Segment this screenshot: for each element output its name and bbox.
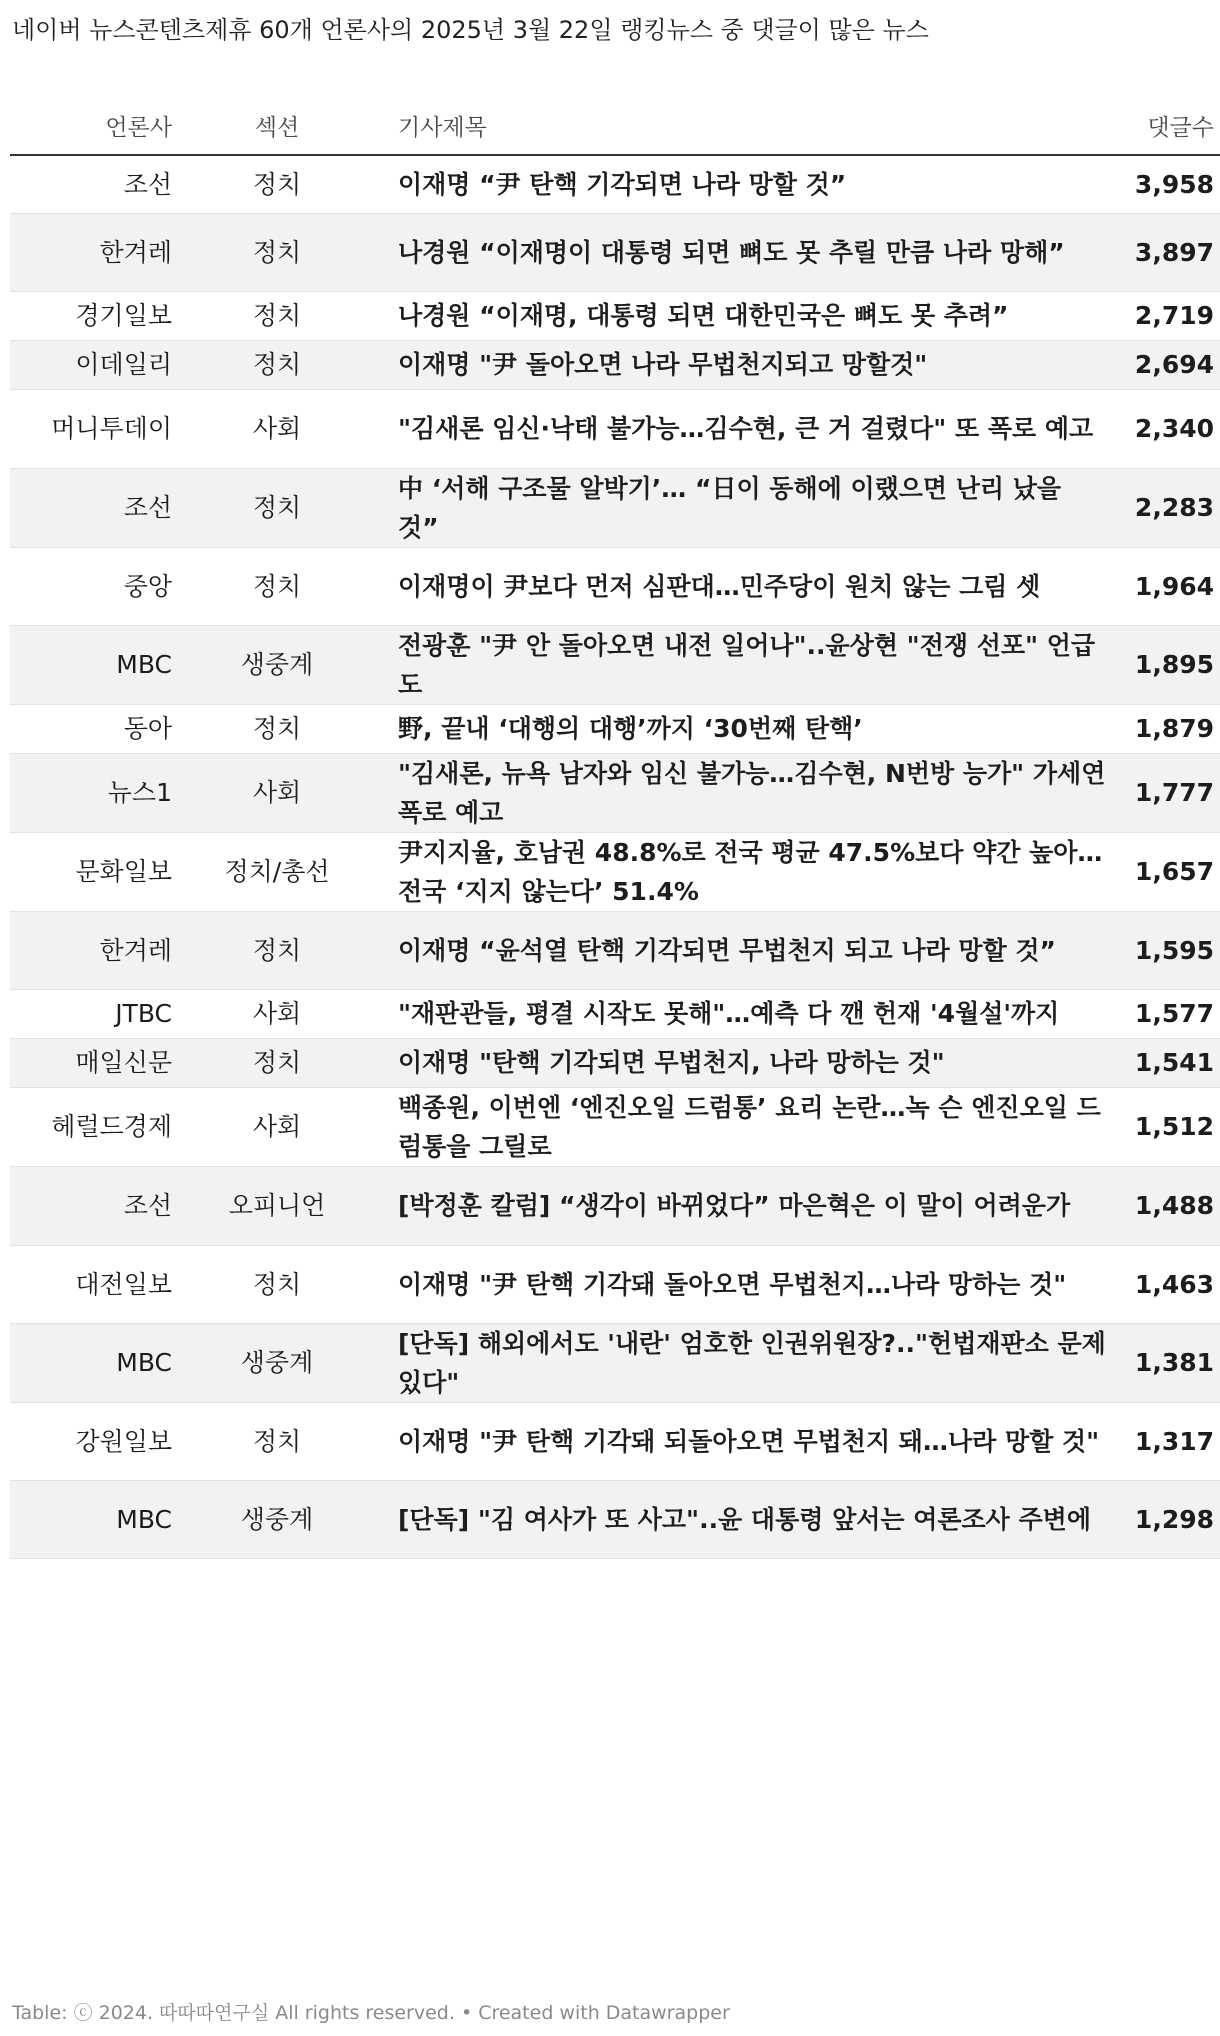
cell-publisher: 매일신문 — [10, 1038, 174, 1087]
cell-publisher: 머니투데이 — [10, 389, 174, 468]
table-row — [10, 155, 1220, 213]
cell-title: 이재명 "尹 탄핵 기각돼 돌아오면 무법천지…나라 망하는 것" — [380, 1245, 1108, 1323]
column-header-section[interactable]: 섹션 — [174, 96, 380, 155]
cell-publisher: 경기일보 — [10, 291, 174, 340]
cell-title: 백종원, 이번엔 ‘엔진오일 드럼통’ 요리 논란…녹 슨 엔진오일 드럼통을 그릴로 — [380, 1087, 1108, 1166]
cell-comments: 3,897 — [1108, 213, 1220, 291]
cell-comments: 1,595 — [1108, 911, 1220, 989]
cell-publisher: 이데일리 — [10, 340, 174, 389]
cell-title: "김새론 임신·낙태 불가능…김수현, 큰 거 걸렸다" 또 폭로 예고 — [380, 389, 1108, 468]
cell-publisher: 뉴스1 — [10, 753, 174, 832]
table-row — [10, 1480, 1220, 1558]
cell-comments: 1,488 — [1108, 1166, 1220, 1245]
table-row — [10, 1038, 1220, 1087]
cell-title: 이재명 “윤석열 탄핵 기각되면 무법천지 되고 나라 망할 것” — [380, 911, 1108, 989]
column-header-title[interactable]: 기사제목 — [380, 96, 1108, 155]
cell-section: 정치 — [174, 1402, 380, 1480]
cell-comments: 1,879 — [1108, 704, 1220, 753]
cell-publisher: 대전일보 — [10, 1245, 174, 1323]
table-footer: Table: ⓒ 2024. 따따따연구실 All rights reserved. • Created with Datawrapper — [12, 2002, 730, 2024]
table-row — [10, 291, 1220, 340]
cell-comments: 1,895 — [1108, 625, 1220, 704]
cell-title: 이재명 “尹 탄핵 기각되면 나라 망할 것” — [380, 155, 1108, 213]
cell-comments: 2,340 — [1108, 389, 1220, 468]
cell-comments: 1,577 — [1108, 989, 1220, 1038]
cell-publisher: MBC — [10, 1323, 174, 1402]
table-row — [10, 1245, 1220, 1323]
table-row — [10, 911, 1220, 989]
cell-comments: 3,958 — [1108, 155, 1220, 213]
cell-publisher: JTBC — [10, 989, 174, 1038]
cell-comments: 1,657 — [1108, 832, 1220, 911]
cell-title: 이재명 "尹 돌아오면 나라 무법천지되고 망할것" — [380, 340, 1108, 389]
cell-section: 사회 — [174, 389, 380, 468]
cell-publisher: 조선 — [10, 1166, 174, 1245]
cell-title: 中 ‘서해 구조물 알박기’… “日이 동해에 이랬으면 난리 났을 것” — [380, 468, 1108, 547]
table-row — [10, 704, 1220, 753]
cell-section: 정치 — [174, 704, 380, 753]
table-row — [10, 1402, 1220, 1480]
comments-table — [10, 96, 1220, 1559]
table-row — [10, 832, 1220, 911]
column-header-publisher[interactable]: 언론사 — [10, 96, 174, 155]
cell-publisher: 중앙 — [10, 547, 174, 625]
cell-title: "김새론, 뉴욕 남자와 임신 불가능…김수현, N번방 능가" 가세연 폭로 예고 — [380, 753, 1108, 832]
cell-title: 전광훈 "尹 안 돌아오면 내전 일어나"..윤상현 "전쟁 선포" 언급도 — [380, 625, 1108, 704]
cell-publisher: 한겨레 — [10, 213, 174, 291]
cell-publisher: 헤럴드경제 — [10, 1087, 174, 1166]
cell-section: 생중계 — [174, 625, 380, 704]
column-header-comments[interactable]: 댓글수 — [1108, 96, 1220, 155]
cell-comments: 1,317 — [1108, 1402, 1220, 1480]
cell-comments: 2,283 — [1108, 468, 1220, 547]
table-row — [10, 625, 1220, 704]
table-row — [10, 340, 1220, 389]
cell-publisher: 한겨레 — [10, 911, 174, 989]
cell-title: 이재명 "탄핵 기각되면 무법천지, 나라 망하는 것" — [380, 1038, 1108, 1087]
cell-publisher: 조선 — [10, 155, 174, 213]
table-header-row — [10, 96, 1220, 155]
cell-section: 정치 — [174, 1038, 380, 1087]
table-row — [10, 468, 1220, 547]
cell-publisher: MBC — [10, 1480, 174, 1558]
cell-publisher: 동아 — [10, 704, 174, 753]
cell-title: 이재명이 尹보다 먼저 심판대…민주당이 원치 않는 그림 셋 — [380, 547, 1108, 625]
cell-publisher: 조선 — [10, 468, 174, 547]
cell-section: 정치 — [174, 155, 380, 213]
cell-publisher: MBC — [10, 625, 174, 704]
table-row — [10, 213, 1220, 291]
cell-publisher: 문화일보 — [10, 832, 174, 911]
cell-title: 나경원 “이재명, 대통령 되면 대한민국은 뼈도 못 추려” — [380, 291, 1108, 340]
cell-comments: 1,512 — [1108, 1087, 1220, 1166]
cell-section: 정치 — [174, 291, 380, 340]
cell-section: 정치 — [174, 340, 380, 389]
cell-title: 이재명 "尹 탄핵 기각돼 되돌아오면 무법천지 돼…나라 망할 것" — [380, 1402, 1108, 1480]
cell-title: "재판관들, 평결 시작도 못해"…예측 다 깬 헌재 '4월설'까지 — [380, 989, 1108, 1038]
cell-section: 사회 — [174, 989, 380, 1038]
cell-comments: 1,541 — [1108, 1038, 1220, 1087]
cell-section: 생중계 — [174, 1480, 380, 1558]
cell-section: 사회 — [174, 1087, 380, 1166]
cell-publisher: 강원일보 — [10, 1402, 174, 1480]
table-row — [10, 1323, 1220, 1402]
cell-section: 정치 — [174, 1245, 380, 1323]
cell-comments: 1,777 — [1108, 753, 1220, 832]
cell-section: 정치 — [174, 468, 380, 547]
cell-title: 尹지지율, 호남권 48.8%로 전국 평균 47.5%보다 약간 높아…전국 ‘지지 않는다’ 51.4% — [380, 832, 1108, 911]
cell-section: 생중계 — [174, 1323, 380, 1402]
cell-title: 野, 끝내 ‘대행의 대행’까지 ‘30번째 탄핵’ — [380, 704, 1108, 753]
cell-title: [단독] "김 여사가 또 사고"..윤 대통령 앞서는 여론조사 주변에 — [380, 1480, 1108, 1558]
cell-title: [박정훈 칼럼] “생각이 바뀌었다” 마은혁은 이 말이 어려운가 — [380, 1166, 1108, 1245]
table-row — [10, 1087, 1220, 1166]
cell-comments: 2,694 — [1108, 340, 1220, 389]
table-row — [10, 1166, 1220, 1245]
cell-section: 정치/총선 — [174, 832, 380, 911]
cell-comments: 1,964 — [1108, 547, 1220, 625]
cell-comments: 1,298 — [1108, 1480, 1220, 1558]
cell-section: 오피니언 — [174, 1166, 380, 1245]
table-row — [10, 753, 1220, 832]
table-row — [10, 547, 1220, 625]
table-row — [10, 389, 1220, 468]
chart-title: 네이버 뉴스콘텐츠제휴 60개 언론사의 2025년 3월 22일 랭킹뉴스 중 댓글이 많은 뉴스 — [12, 16, 929, 44]
cell-comments: 1,463 — [1108, 1245, 1220, 1323]
cell-title: 나경원 “이재명이 대통령 되면 뼈도 못 추릴 만큼 나라 망해” — [380, 213, 1108, 291]
cell-section: 정치 — [174, 547, 380, 625]
cell-comments: 1,381 — [1108, 1323, 1220, 1402]
cell-comments: 2,719 — [1108, 291, 1220, 340]
table-row — [10, 989, 1220, 1038]
cell-section: 정치 — [174, 911, 380, 989]
cell-section: 정치 — [174, 213, 380, 291]
table-body — [10, 155, 1220, 1558]
cell-title: [단독] 해외에서도 '내란' 엄호한 인권위원장?.."헌법재판소 문제 있다" — [380, 1323, 1108, 1402]
cell-section: 사회 — [174, 753, 380, 832]
